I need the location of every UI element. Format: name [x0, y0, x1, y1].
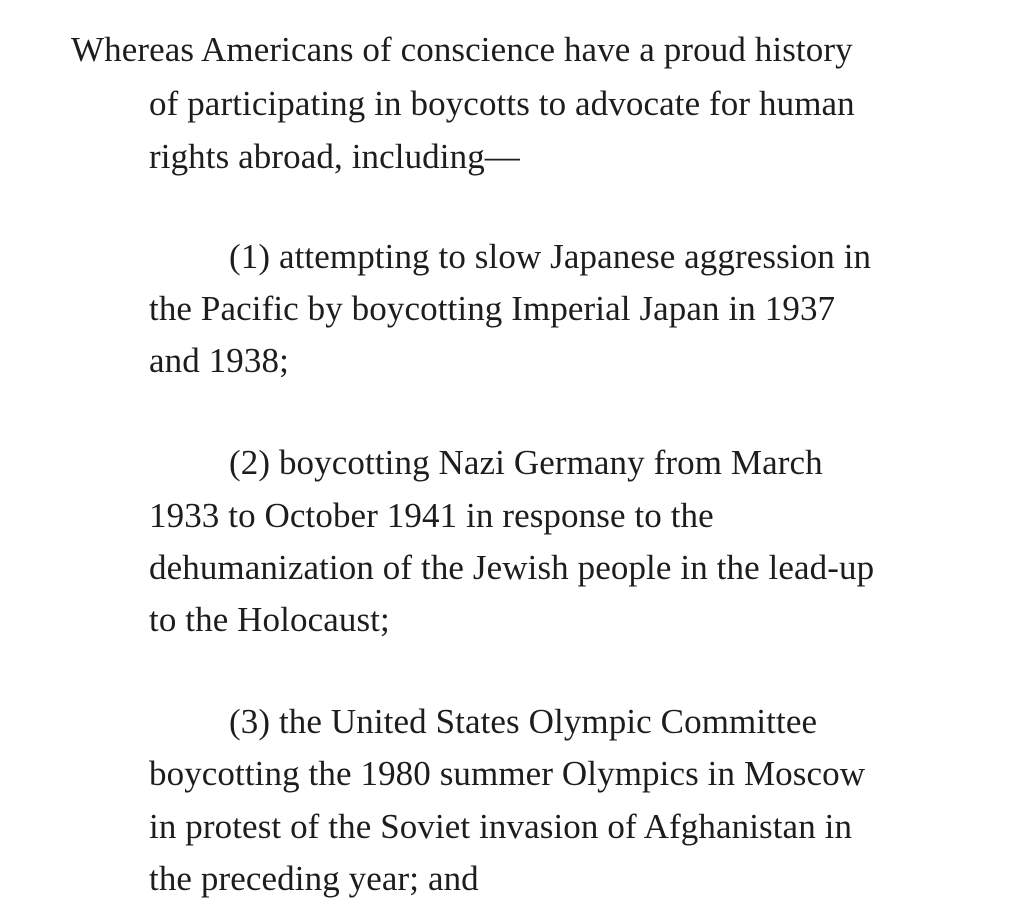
item-2-line-3: dehumanization of the Jewish people in the lead-up — [149, 548, 875, 587]
item-2-line-1: (2) boycotting Nazi Germany from March — [229, 443, 823, 482]
item-1-line-1: (1) attempting to slow Japanese aggression in — [229, 237, 872, 276]
item-3-line-3: in protest of the Soviet invasion of Afghanistan in — [149, 807, 853, 846]
whereas-line-3: rights abroad, including— — [149, 137, 520, 176]
item-1-line-3: and 1938; — [149, 341, 289, 380]
item-3-line-2: boycotting the 1980 summer Olympics in Moscow — [149, 754, 866, 793]
item-3-line-1: (3) the United States Olympic Committee — [229, 702, 818, 741]
item-2-line-4: to the Holocaust; — [149, 600, 390, 639]
whereas-line-2: of participating in boycotts to advocate for human — [149, 84, 855, 123]
item-1-line-2: the Pacific by boycotting Imperial Japan in 1937 — [149, 289, 836, 328]
item-3-line-4: the preceding year; and — [149, 859, 479, 898]
whereas-line-1: Whereas Americans of conscience have a proud history — [71, 30, 853, 69]
item-2-line-2: 1933 to October 1941 in response to the — [149, 496, 714, 535]
